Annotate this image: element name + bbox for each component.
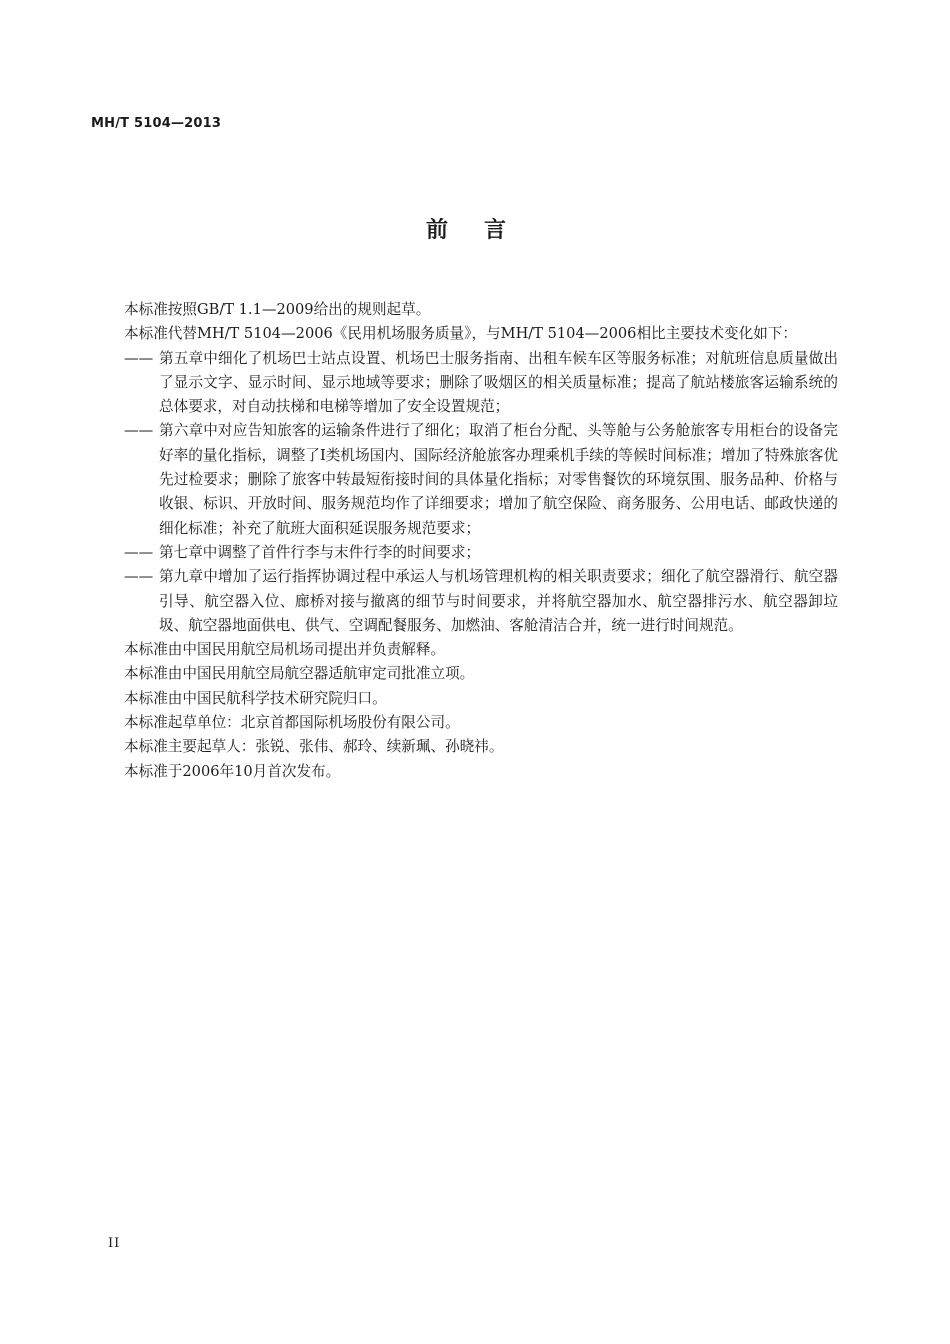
paragraph-approval: 本标准由中国民用航空局航空器适航审定司批准立项。 [124, 665, 475, 683]
change-text: 第九章中增加了运行指挥协调过程中承运人与机场管理机构的相关职责要求；细化了航空器滑行、航空器引导、航空器入位、廊桥对接与撤离的细节与时间要求，并将航空器加水、航空器排污水、航空器卸垃圾、航空器地面供电、供气、空调配餐服务、加燃油、客舱清洁合并，统一进行时间规范。 [159, 568, 838, 634]
change-text: 第五章中细化了机场巴士站点设置、机场巴士服务指南、出租车候车区等服务标准；对航班信息质量做出了显示文字、显示时间、显示地域等要求；删除了吸烟区的相关质量标准；提高了航站楼旅客运输系统的总体要求，对自动扶梯和电梯等增加了安全设置规范； [159, 349, 838, 416]
paragraph-centralized: 本标准由中国民航科学技术研究院归口。 [124, 689, 387, 707]
page-title: 前言 [425, 218, 542, 243]
paragraph-drafters: 本标准主要起草人：张锐、张伟、郝玲、续新珮、孙晓祎。 [124, 738, 504, 756]
paragraph-replacement: 本标准代替MH/T 5104—2006《民用机场服务质量》，与MH/T 5104—2006相比主要技术变化如下： [124, 325, 797, 343]
change-text: 第六章中对应告知旅客的运输条件进行了细化；取消了柜台分配、头等舱与公务舱旅客专用柜台的设备完好率的量化指标，调整了Ⅰ类机场国内、国际经济舱旅客办理乘机手续的等候时间标准；增加了特殊旅客优先过检要求；删除了旅客中转最短衔接时间的具体量化指标；对零售餐饮的环境氛围、服务品种、价格与收银、标识、开放时间、服务规范均作了详细要求；增加了航空保险、商务服务、公用电话、邮政快递的细化标准；补充了航班大面积延误服务规范要求； [159, 422, 838, 537]
change-item-chapter-6 [124, 419, 838, 540]
change-item-chapter-7 [124, 541, 838, 565]
paragraph-drafting-unit: 本标准起草单位：北京首都国际机场股份有限公司。 [124, 714, 460, 732]
paragraph-drafting-rules: 本标准按照GB/T 1.1—2009给出的规则起草。 [124, 301, 431, 318]
page-number: II [108, 1236, 121, 1251]
change-item-chapter-5 [124, 347, 838, 420]
paragraph-first-release: 本标准于2006年10月首次发布。 [124, 762, 341, 780]
document-code: MH/T 5104—2013 [91, 116, 222, 131]
change-text: 第七章中调整了首件行李与末件行李的时间要求； [159, 543, 481, 561]
change-item-chapter-9 [124, 565, 838, 638]
dash-marker: —— [124, 543, 154, 561]
paragraph-proposer: 本标准由中国民用航空局机场司提出并负责解释。 [124, 641, 446, 659]
dash-marker: —— [124, 422, 154, 440]
foreword-body [124, 298, 838, 784]
dash-marker: —— [124, 568, 154, 586]
dash-marker: —— [124, 349, 154, 367]
